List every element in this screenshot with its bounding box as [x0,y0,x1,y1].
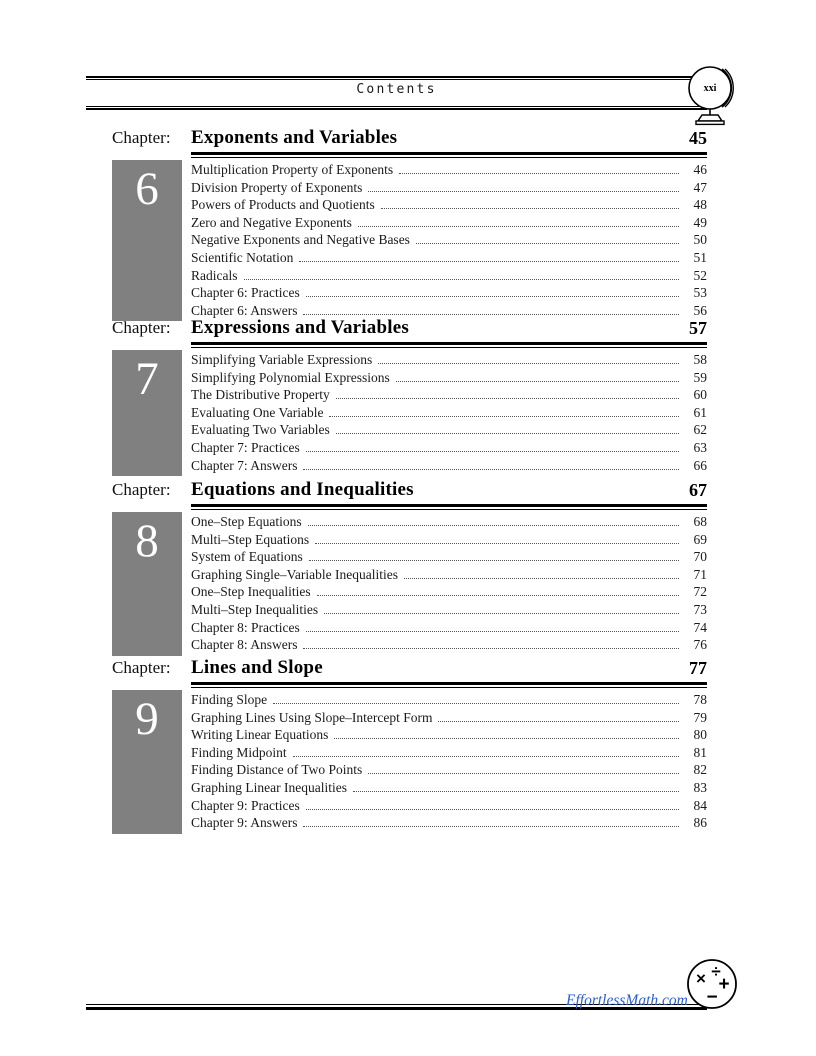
dot-leader [309,559,679,561]
toc-entry-page-number: 78 [693,692,707,707]
chapter-title[interactable]: Exponents and Variables [191,127,398,148]
toc-entry-title: Chapter 8: Answers [191,637,298,653]
toc-entry-title: Zero and Negative Exponents [191,214,352,230]
toc-entry[interactable] [191,179,707,197]
toc-entry-page-number: 47 [693,179,707,195]
dot-leader [303,468,679,470]
toc-entry-title: Writing Linear Equations [191,727,329,743]
dot-leader [317,594,679,596]
dot-leader [273,702,679,704]
dot-leader [303,647,679,649]
running-header [86,76,707,110]
dot-leader [303,313,679,315]
toc-entry-page-number: 46 [693,162,707,177]
dot-leader [416,242,679,244]
dot-leader [358,225,679,227]
svg-text:−: − [706,987,718,1008]
toc-entry[interactable] [191,531,707,549]
dot-leader [336,432,679,434]
toc-entry-page-number: 50 [693,232,707,248]
chapter-rule [191,504,707,510]
header-rule-top [86,76,707,80]
dot-leader [315,542,679,544]
toc-entry[interactable] [191,351,707,369]
chapter-title[interactable]: Expressions and Variables [191,317,409,338]
dot-leader [368,772,679,774]
dot-leader [396,380,679,382]
toc-entry-page-number: 62 [693,422,707,438]
toc-entry[interactable] [191,369,707,387]
toc-entry-page-number: 48 [693,197,707,213]
toc-entry[interactable] [191,439,707,457]
toc-entry[interactable] [191,566,707,584]
toc-entry[interactable] [191,709,707,727]
toc-entry-page-number: 66 [693,457,707,473]
chapter-block [86,479,707,653]
chapter-block [86,317,707,473]
chapter-entry-list [191,691,707,832]
toc-entry-title: Finding Distance of Two Points [191,762,363,778]
chapter-heading [86,128,707,154]
toc-entry[interactable] [191,214,707,232]
toc-entry[interactable] [191,726,707,744]
toc-entry-page-number: 61 [693,404,707,420]
toc-entry-title: Multi–Step Equations [191,531,310,547]
toc-entry[interactable] [191,797,707,815]
chapter-title[interactable]: Lines and Slope [191,657,323,678]
toc-entry-title: Chapter 7: Answers [191,457,298,473]
toc-entry-title: Chapter 9: Answers [191,815,298,831]
dot-leader [306,630,679,632]
toc-entry-page-number: 56 [693,302,707,318]
toc-entry-page-number: 71 [693,566,707,582]
toc-entry[interactable] [191,404,707,422]
toc-entry-page-number: 58 [693,352,707,367]
toc-entry-title: Finding Slope [191,692,268,707]
toc-entry[interactable] [191,814,707,832]
chapter-entry-list [191,513,707,654]
dot-leader [324,612,679,614]
toc-entry-page-number: 53 [693,285,707,301]
chapter-label: Chapter: [112,480,171,499]
toc-entry-page-number: 51 [693,249,707,265]
globe-icon [688,66,746,128]
toc-entry[interactable] [191,691,707,709]
toc-entry[interactable] [191,267,707,285]
dot-leader [378,362,679,364]
dot-leader [334,737,679,739]
toc-entry[interactable] [191,513,707,531]
toc-entry[interactable] [191,421,707,439]
chapter-heading [86,318,707,344]
math-symbols-circle-icon [686,958,738,1010]
chapter-block [86,657,707,831]
dot-leader [306,295,679,297]
svg-text:+: + [718,974,730,995]
toc-entry-title: One–Step Equations [191,514,302,529]
toc-entry-title: Scientific Notation [191,249,294,265]
toc-entry[interactable] [191,779,707,797]
chapter-heading [86,658,707,684]
chapter-entry-list [191,161,707,319]
toc-entry-title: Chapter 6: Practices [191,285,300,301]
chapter-number-tab: 9 [112,690,182,834]
chapter-page-number[interactable]: 67 [689,480,707,500]
toc-entry-page-number: 60 [693,387,707,403]
dot-leader [381,207,679,209]
svg-text:÷: ÷ [711,962,721,981]
toc-entry-title: Graphing Lines Using Slope–Intercept Form [191,709,433,725]
chapter-label: Chapter: [112,128,171,147]
toc-entry-page-number: 70 [693,549,707,565]
toc-entry-title: Division Property of Exponents [191,179,363,195]
toc-entry-title: Evaluating Two Variables [191,422,330,438]
chapter-rule [191,152,707,158]
svg-text:×: × [696,969,706,988]
dot-leader [336,397,679,399]
toc-entry[interactable] [191,249,707,267]
dot-leader [308,524,679,526]
toc-entry-page-number: 73 [693,601,707,617]
chapter-number-tab: 8 [112,512,182,656]
chapter-entry-list [191,351,707,474]
toc-entry[interactable] [191,284,707,302]
dot-leader [438,720,679,722]
chapter-label: Chapter: [112,318,171,337]
dot-leader [306,808,679,810]
toc-entry-title: Graphing Single–Variable Inequalities [191,566,398,582]
toc-entry-page-number: 49 [693,214,707,230]
toc-entry-title: Evaluating One Variable [191,404,324,420]
toc-entry-page-number: 79 [693,709,707,725]
toc-entry[interactable] [191,636,707,654]
toc-entry[interactable] [191,601,707,619]
toc-entry-page-number: 81 [693,744,707,760]
brand-link[interactable]: EffortlessMath.com [566,992,688,1009]
toc-entry-title: Simplifying Variable Expressions [191,352,373,367]
toc-entry-page-number: 80 [693,727,707,743]
toc-entry-page-number: 84 [693,797,707,813]
toc-entry[interactable] [191,196,707,214]
toc-entry-title: Powers of Products and Quotients [191,197,375,213]
toc-entry-title: Graphing Linear Inequalities [191,779,347,795]
toc-entry-page-number: 69 [693,531,707,547]
toc-entry-title: The Distributive Property [191,387,330,403]
toc-entry-title: Multiplication Property of Exponents [191,162,394,177]
chapter-page-number[interactable]: 45 [689,128,707,148]
toc-entry-page-number: 82 [693,762,707,778]
header-rule-bottom [86,106,707,110]
toc-entry-title: Chapter 6: Answers [191,302,298,318]
dot-leader [306,450,679,452]
toc-entry-page-number: 86 [693,815,707,831]
dot-leader [399,172,679,174]
dot-leader [244,278,680,280]
toc-entry[interactable] [191,761,707,779]
dot-leader [293,755,679,757]
toc-entry-page-number: 52 [693,267,707,283]
chapter-page-number[interactable]: 57 [689,318,707,338]
chapter-block [86,127,707,318]
toc-entry-title: Multi–Step Inequalities [191,601,319,617]
chapter-heading [86,480,707,506]
toc-entry[interactable] [191,548,707,566]
toc-entry[interactable] [191,583,707,601]
toc-entry-page-number: 63 [693,439,707,455]
page-title: Contents [356,82,437,97]
dot-leader [329,415,679,417]
dot-leader [303,825,679,827]
chapter-title[interactable]: Equations and Inequalities [191,479,414,500]
chapter-number-tab: 7 [112,350,182,476]
chapter-rule [191,682,707,688]
toc-entry-page-number: 74 [693,619,707,635]
toc-entry-title: Negative Exponents and Negative Bases [191,232,410,248]
toc-entry-title: Simplifying Polynomial Expressions [191,369,390,385]
chapter-page-number[interactable]: 77 [689,658,707,678]
dot-leader [299,260,679,262]
toc-entry-page-number: 72 [693,584,707,600]
toc-entry-page-number: 68 [693,514,707,529]
toc-entry-title: Radicals [191,267,238,283]
chapter-number-tab: 6 [112,160,182,321]
chapter-rule [191,342,707,348]
chapter-label: Chapter: [112,658,171,677]
toc-entry-page-number: 83 [693,779,707,795]
toc-entry-page-number: 76 [693,637,707,653]
toc-entry[interactable] [191,619,707,637]
page-folio: xxi [703,82,717,94]
toc-entry[interactable] [191,386,707,404]
toc-entry-title: Chapter 7: Practices [191,439,300,455]
toc-entry-title: Chapter 9: Practices [191,797,300,813]
toc-entry[interactable] [191,744,707,762]
toc-entry-title: Finding Midpoint [191,744,287,760]
toc-entry[interactable] [191,231,707,249]
dot-leader [368,190,679,192]
toc-entry[interactable] [191,161,707,179]
dot-leader [404,577,679,579]
dot-leader [353,790,679,792]
toc-entry-page-number: 59 [693,369,707,385]
toc-entry[interactable] [191,457,707,475]
toc-entry-title: System of Equations [191,549,303,565]
toc-entry-title: One–Step Inequalities [191,584,311,600]
toc-entry-title: Chapter 8: Practices [191,619,300,635]
